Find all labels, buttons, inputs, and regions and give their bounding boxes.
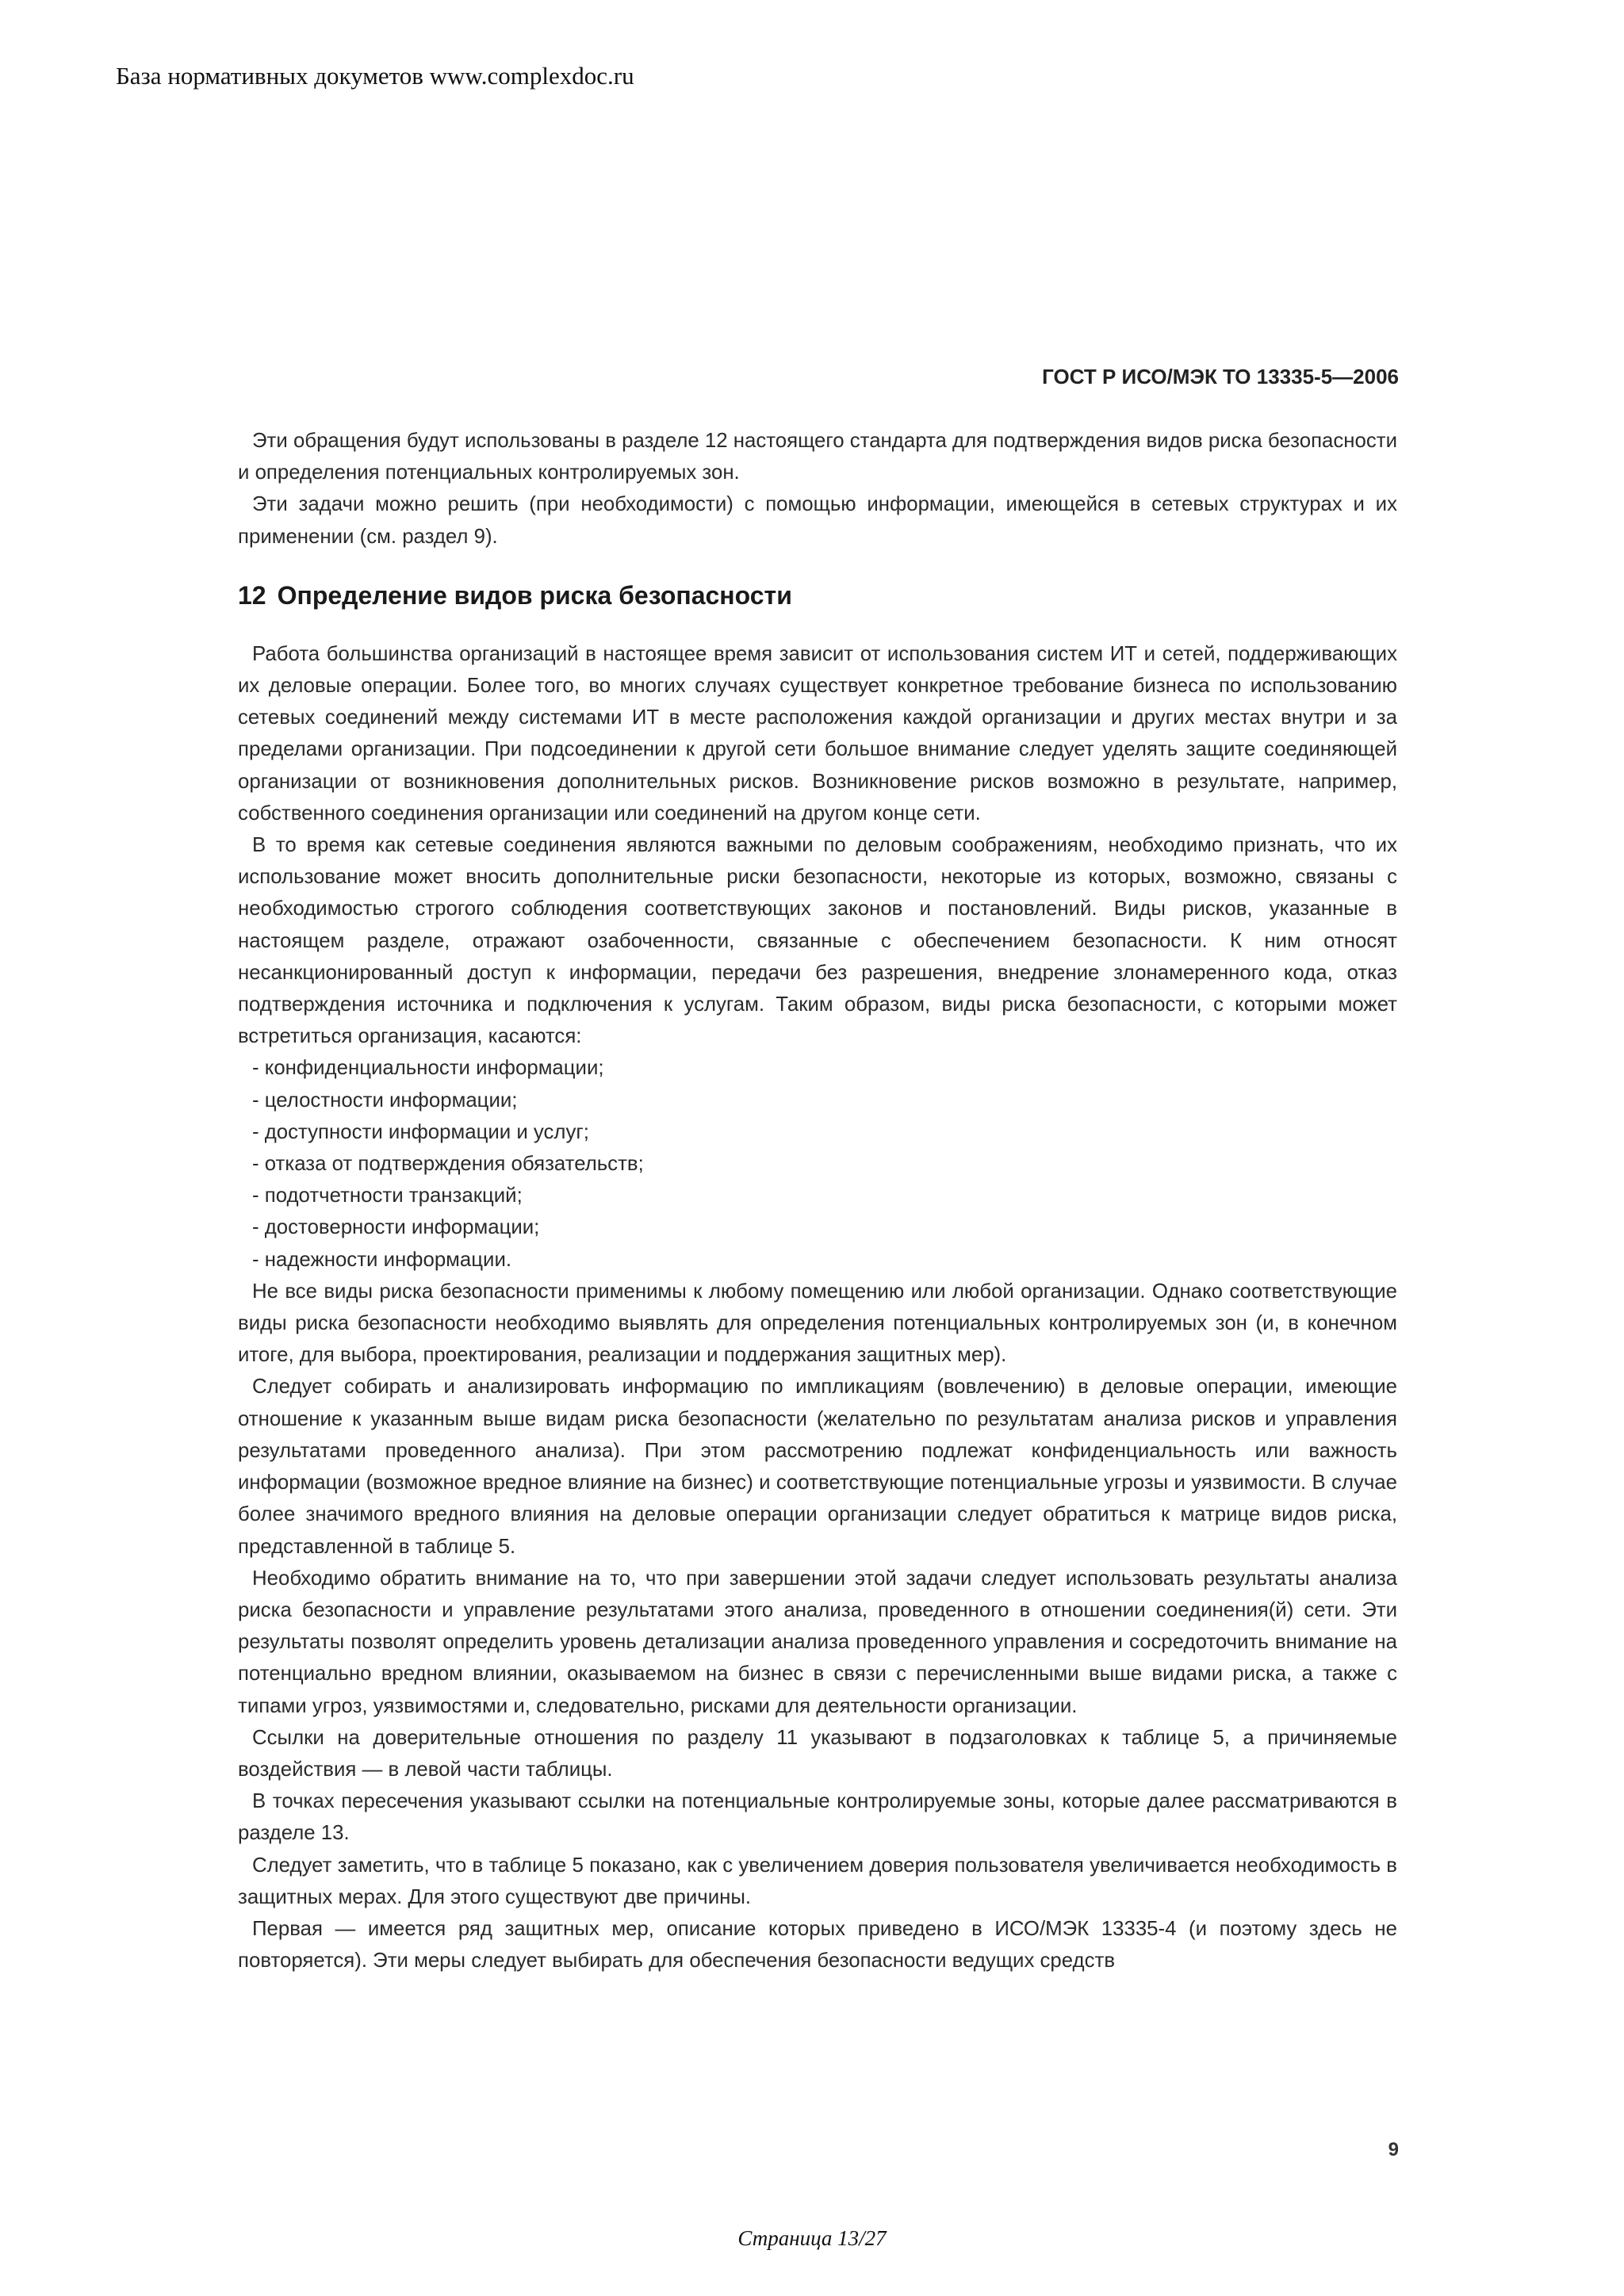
section-heading	[238, 580, 1397, 611]
site-watermark: База нормативных докуметов www.complexdoc.ru	[116, 62, 634, 90]
body-paragraph: Работа большинства организаций в настоящее время зависит от использования систем ИТ и сетей, поддерживающих их деловые операции. Более того, во многих случаях существует конкретное требование бизнеса по использованию сетевых соединений между системами ИТ в месте расположения каждой организации и других местах внутри и за пределами организации. При подсоединении к другой сети большое внимание следует уделять защите соединяющей организации от возникновения дополнительных рисков. Возникновение рисков возможно в результате, например, собственного соединения организации или соединений на другом конце сети.	[238, 642, 1397, 825]
body-paragraph: Следует собирать и анализировать информацию по импликациям (вовлечению) в деловые операции, имеющие отношение к указанным выше видам риска безопасности (желательно по результатам анализа рисков и управления результатами проведенного анализа). При этом рассмотрению подлежат конфиденциальность или важность информации (возможное вредное влияние на бизнес) и соответствующие потенциальные угрозы и уязвимости. В случае более значимого вредного влияния на деловые операции организации следует обратиться к матрице видов риска, представленной в таблице 5.	[238, 1376, 1397, 1558]
document-body	[238, 425, 1397, 1976]
body-paragraph: Следует заметить, что в таблице 5 показано, как с увеличением доверия пользователя увеличивается необходимость в защитных мерах. Для этого существуют две причины.	[238, 1854, 1397, 1908]
list-item: - подотчетности транзакций;	[252, 1184, 523, 1207]
body-paragraph: Ссылки на доверительные отношения по разделу 11 указывают в подзаголовках к таблице 5, а причиняемые воздействия — в левой части таблицы.	[238, 1726, 1397, 1781]
list-item: - целостности информации;	[252, 1089, 518, 1112]
document-standard-header: ГОСТ Р ИСО/МЭК ТО 13335-5—2006	[1042, 365, 1399, 388]
intro-paragraph: Эти задачи можно решить (при необходимости) с помощью информации, имеющейся в сетевых структурах и их применении (см. раздел 9).	[238, 493, 1397, 548]
list-item: - достоверности информации;	[252, 1216, 540, 1239]
body-paragraph: Первая — имеется ряд защитных мер, описание которых приведено в ИСО/МЭК 13335-4 (и поэтому здесь не повторяется). Эти меры следует выбирать для обеспечения безопасности ведущих средств	[238, 1917, 1397, 1973]
body-paragraph: В точках пересечения указывают ссылки на потенциальные контролируемые зоны, которые далее рассматриваются в разделе 13.	[238, 1790, 1397, 1845]
list-item: - доступности информации и услуг;	[252, 1120, 589, 1143]
list-item: - конфиденциальности информации;	[252, 1057, 604, 1080]
body-paragraph: Не все виды риска безопасности применимы к любому помещению или любой организации. Однако соответствующие виды риска безопасности необходимо выявлять для определения потенциальных контролируемых зон (и, в конечном итоге, для выбора, проектирования, реализации и поддержания защитных мер).	[238, 1280, 1397, 1367]
page-footer: Страница 13/27	[737, 2226, 887, 2250]
section-number: 12	[238, 580, 266, 610]
risk-types-list	[238, 1052, 1397, 1275]
list-item: - отказа от подтверждения обязательств;	[252, 1153, 644, 1176]
section-title: Определение видов риска безопасности	[277, 580, 792, 610]
intro-paragraph: Эти обращения будут использованы в разделе 12 настоящего стандарта для подтверждения видов риска безопасности и определения потенциальных контролируемых зон.	[238, 430, 1397, 484]
list-item: - надежности информации.	[252, 1248, 512, 1271]
body-paragraph: В то время как сетевые соединения являются важными по деловым соображениям, необходимо признать, что их использование может вносить дополнительные риски безопасности, некоторые из которых, возможно, связаны с необходимостью строгого соблюдения соответствующих законов и постановлений. Виды рисков, указанные в настоящем разделе, отражают озабоченности, связанные с обеспечением безопасности. К ним относят несанкционированный доступ к информации, передачи без разрешения, внедрение злонамеренного кода, отказ подтверждения источника и подключения к услугам. Таким образом, виды риска безопасности, с которыми может встретиться организация, касаются:	[238, 834, 1397, 1048]
page-number: 9	[1388, 2139, 1399, 2160]
body-paragraph: Необходимо обратить внимание на то, что при завершении этой задачи следует использовать результаты анализа риска безопасности и управление результатами этого анализа, проведенного в отношении соединения(й) сети. Эти результаты позволят определить уровень детализации анализа проведенного управления и сосредоточить внимание на потенциально вредном влиянии, оказываемом на бизнес в связи с перечисленными выше видами риска, а также с типами угроз, уязвимостями и, следовательно, рисками для деятельности организации.	[238, 1567, 1397, 1717]
